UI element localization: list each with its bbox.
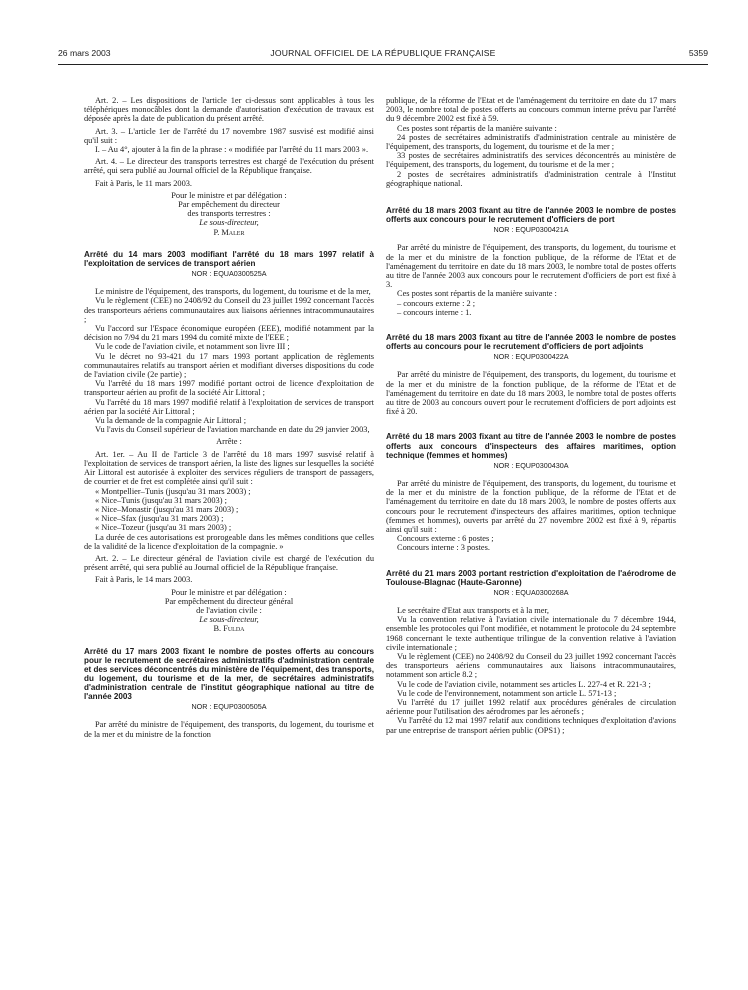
signature-line: des transports terrestres :	[187, 209, 271, 219]
list-item: « Montpellier–Tunis (jusqu'au 31 mars 2003) ;	[95, 486, 251, 496]
signature-name: P. Maler	[213, 227, 245, 237]
signature-line: Le sous-directeur,	[199, 615, 259, 625]
list-item: « Nice–Tozeur (jusqu'au 31 mars 2003) ;	[95, 523, 232, 533]
paragraph: Art. 3. – L'article 1er de l'arrêté du 17 novembre 1987 susvisé est modifié ainsi qu'il suit :	[84, 126, 374, 145]
paragraph: Concours externe : 6 postes ;	[397, 534, 494, 544]
paragraph: 2 postes de secrétaires administratifs d'administration centrale à l'Institut géographique national.	[386, 169, 676, 188]
signature-line: Par empêchement du directeur	[178, 200, 280, 210]
page-header	[58, 48, 708, 62]
paragraph: publique, de la réforme de l'Etat et de l'aménagement du territoire en date du 17 mars 2003, le nombre total de postes offerts au concours commun interne prévu par l'arrêté du 9 décembre 2002 est fixé à 59.	[386, 96, 676, 124]
decree-title: Arrêté du 14 mars 2003 modifiant l'arrêté du 18 mars 1997 relatif à l'exploitation de services de transport aérien	[84, 249, 374, 268]
arrete-label: Arrête :	[216, 437, 242, 447]
paragraph: Vu l'accord sur l'Espace économique européen (EEE), modifié notamment par la décision no 7/94 du 21 mars 1994 du comité mixte de l'EEE ;	[84, 324, 374, 343]
paragraph: Ces postes sont répartis de la manière suivante :	[397, 123, 557, 133]
paragraph: Fait à Paris, le 11 mars 2003.	[95, 178, 193, 188]
paragraph: La durée de ces autorisations est prorogeable dans les mêmes conditions que celles de la validité de la licence d'exploitation de la compagnie. »	[84, 532, 374, 551]
signature-line: Le sous-directeur,	[199, 218, 259, 228]
paragraph: 24 postes de secrétaires administratifs d'administration centrale au ministère de l'équipement, des transports, du logement, du tourisme et de la mer ;	[386, 132, 676, 152]
nor-reference: NOR : EQUP0300430A	[493, 460, 569, 470]
paragraph: Par arrêté du ministre de l'équipement, des transports, du logement, du tourisme et de la mer et du ministre de la fonction publique, de la réforme de l'Etat et de l'aménagement du territoire en date du 18 mars 2003, le nombre total de postes offerts au titre de l'année 2003 aux concours pour le recrutement d'officiers de port est fixé à 3.	[386, 243, 676, 290]
nor-reference: NOR : EQUP0300505A	[191, 702, 267, 712]
paragraph: Fait à Paris, le 14 mars 2003.	[95, 575, 193, 585]
paragraph: Vu le code de l'aviation civile, et notamment son livre III ;	[95, 342, 290, 352]
list-item: « Nice–Sfax (jusqu'au 31 mars 2003) ;	[95, 514, 224, 524]
signature-line: Par empêchement du directeur général	[164, 596, 294, 606]
signature-name: B. Fulda	[213, 624, 245, 634]
paragraph: Vu la demande de la compagnie Air Littoral ;	[95, 416, 247, 426]
list-item: – concours externe : 2 ;	[397, 298, 476, 308]
paragraph: Vu le code de l'environnement, notamment son article L. 571-13 ;	[397, 688, 617, 698]
decree-title: Arrêté du 18 mars 2003 fixant au titre de l'année 2003 le nombre de postes offerts aux concours d'inspecteurs des affaires maritimes, option technique (femmes et hommes)	[386, 432, 676, 460]
paragraph: Par arrêté du ministre de l'équipement, des transports, du logement, du tourisme et de la mer et du ministre de la fonction publique, de la réforme de l'Etat et de l'aménagement du territoire en date du 18 mars 2003, le nombre de postes offerts aux concours pour le recrutement d'inspecteurs des affaires maritimes, option technique (femmes et hommes), ouverts par arrêté du 27 novembre 2002 est fixé à 9, répartis ainsi qu'il suit :	[386, 478, 676, 534]
right-column	[386, 96, 676, 735]
paragraph: Par arrêté du ministre de l'équipement, des transports, du logement, du tourisme et de la mer et du ministre de la fonction publique, de la réforme de l'Etat et de l'aménagement du territoire en date du 18 mars 2003, le nombre total de postes offerts au titre de 2003 au concours ouvert pour le recrutement d'officiers de port adjoints est fixé à 20.	[386, 370, 676, 417]
paragraph: Vu la convention relative à l'aviation civile internationale du 7 décembre 1944, ensemble les protocoles qui l'ont modifiée, et notamment le protocole du 24 septembre 1968 concernant le texte authentique trilingue de la convention relative à l'aviation civile internationale ;	[386, 615, 676, 652]
paragraph: Le secrétaire d'Etat aux transports et à la mer,	[397, 605, 549, 615]
paragraph: Vu l'arrêté du 17 juillet 1992 relatif aux procédures générales de circulation aérienne pour l'utilisation des aérodromes par les aéronefs ;	[386, 697, 676, 717]
paragraph: Vu l'arrêté du 12 mai 1997 relatif aux conditions techniques d'exploitation d'avions par une entreprise de transport aérien public (OPS1) ;	[386, 716, 676, 735]
paragraph: Art. 2. – Les dispositions de l'article 1er ci-dessus sont applicables à tous les téléphériques monocâbles dont la demande d'autorisation d'exécution de travaux est déposée après la date de publication du présent arrêté.	[84, 96, 374, 124]
paragraph: Vu l'arrêté du 18 mars 1997 modifié portant octroi de licence d'exploitation de transporteur aérien au profit de la société Air Littoral ;	[84, 379, 374, 398]
paragraph: Vu l'arrêté du 18 mars 1997 modifié relatif à l'exploitation de services de transport aérien par la société Air Littoral ;	[84, 397, 374, 416]
signature-line: de l'aviation civile :	[196, 605, 262, 615]
header-rule	[58, 64, 708, 65]
paragraph: Par arrêté du ministre de l'équipement, des transports, du logement, du tourisme et de la mer et du ministre de la fonction	[84, 720, 374, 739]
paragraph: Concours interne : 3 postes.	[397, 543, 490, 553]
paragraph: Art. 2. – Le directeur général de l'aviation civile est chargé de l'exécution du présent arrêté, qui sera publié au Journal officiel de la République française.	[84, 553, 374, 573]
nor-reference: NOR : EQUP0300421A	[493, 225, 569, 235]
journal-title: JOURNAL OFFICIEL DE LA RÉPUBLIQUE FRANÇAISE	[270, 48, 496, 58]
decree-title: Arrêté du 17 mars 2003 fixant le nombre de postes offerts au concours pour le recrutement de secrétaires administratifs d'administration centrale et des services déconcentrés du ministère de l'équipement, des transports, du logement, du tourisme et de la mer, de secrétaires administratifs d'administration centrale de l'institut géographique national au titre de l'année 2003	[84, 646, 374, 702]
paragraph: Vu l'avis du Conseil supérieur de l'aviation marchande en date du 29 janvier 2003,	[95, 425, 370, 435]
signature-line: Pour le ministre et par délégation :	[171, 190, 287, 200]
paragraph: Vu le décret no 93-421 du 17 mars 1993 portant application de règlements communautaires relatifs au transport aérien et modifiant diverses dispositions du code de l'aviation civile (2e partie) ;	[84, 351, 374, 380]
paragraph: Art. 4. – Le directeur des transports terrestres est chargé de l'exécution du présent arrêté, qui sera publié au Journal officiel de la République française.	[84, 157, 374, 176]
nor-reference: NOR : EQUA0300268A	[493, 587, 569, 597]
nor-reference: NOR : EQUP0300422A	[493, 352, 569, 362]
list-item: – concours interne : 1.	[397, 307, 472, 317]
paragraph: 33 postes de secrétaires administratifs des services déconcentrés au ministère de l'équipement, des transports, du logement, du tourisme et de la mer ;	[386, 151, 676, 170]
decree-title: Arrêté du 18 mars 2003 fixant au titre de l'année 2003 le nombre de postes offerts aux concours pour le recrutement d'officiers de port	[386, 206, 676, 225]
paragraph: Vu le code de l'aviation civile, notamment ses articles L. 227-4 et R. 221-3 ;	[397, 679, 651, 689]
paragraph: Le ministre de l'équipement, des transports, du logement, du tourisme et de la mer,	[95, 287, 371, 297]
paragraph: Ces postes sont répartis de la manière suivante :	[397, 289, 557, 299]
paragraph: I. – Au 4°, ajouter à la fin de la phrase : « modifiée par l'arrêté du 11 mars 2003 ».	[95, 145, 369, 155]
page-number: 5359	[688, 48, 708, 58]
list-item: « Nice–Monastir (jusqu'au 31 mars 2003) ;	[95, 504, 239, 514]
list-item: « Nice–Tunis (jusqu'au 31 mars 2003) ;	[95, 495, 227, 505]
paragraph: Art. 1er. – Au II de l'article 3 de l'arrêté du 18 mars 1997 susvisé relatif à l'exploitation de services de transport aérien, la liste des lignes sur lesquelles la société Air Littoral est autorisée à exploiter des services réguliers de transport de passagers, de courrier et de fret est complétée ainsi qu'il suit :	[84, 449, 374, 487]
decree-title: Arrêté du 18 mars 2003 fixant au titre de l'année 2003 le nombre de postes offerts au concours pour le recrutement d'officiers de port adjoints	[386, 333, 676, 352]
decree-title: Arrêté du 21 mars 2003 portant restriction d'exploitation de l'aérodrome de Toulouse-Blagnac (Haute-Garonne)	[386, 568, 676, 587]
header-date: 26 mars 2003	[58, 48, 111, 58]
nor-reference: NOR : EQUA0300525A	[191, 269, 267, 279]
paragraph: Vu le règlement (CEE) no 2408/92 du Conseil du 23 juillet 1992 concernant l'accès des transporteurs aériens communautaires aux liaisons intracommunautaires, notamment son article 8.2 ;	[386, 651, 676, 680]
signature-line: Pour le ministre et par délégation :	[171, 587, 287, 597]
left-column	[84, 96, 374, 739]
paragraph: Vu le règlement (CEE) no 2408/92 du Conseil du 23 juillet 1992 concernant l'accès des transporteurs aériens communautaires aux liaisons aériennes intracommunautaires ;	[84, 296, 374, 324]
